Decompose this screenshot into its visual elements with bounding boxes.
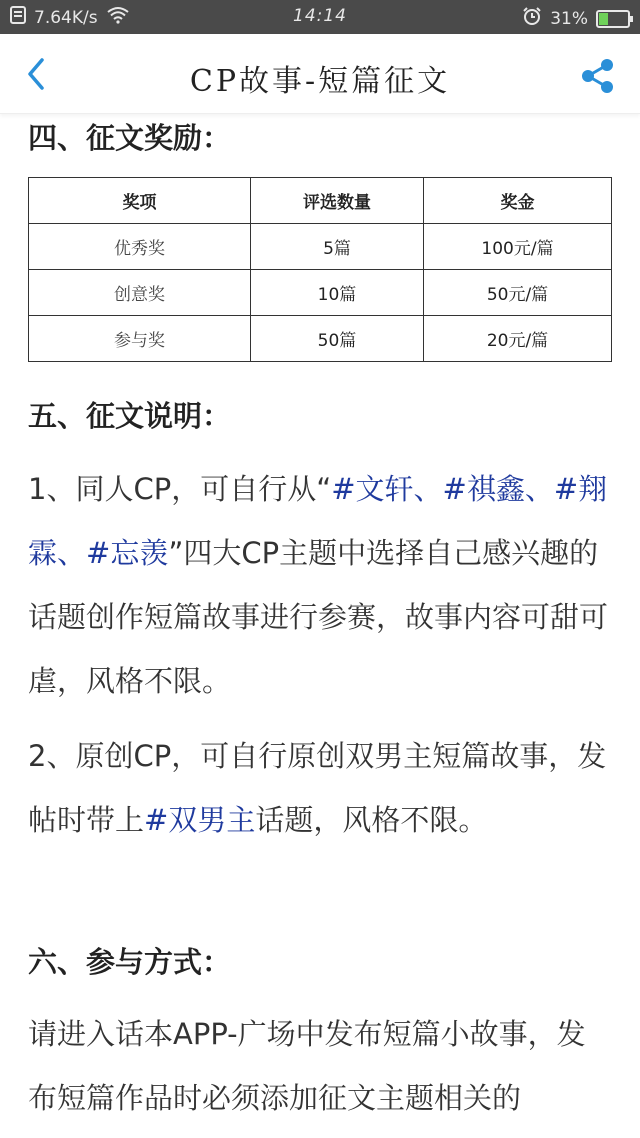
- paragraph-text: ”四大CP主题中选择自己感兴趣的话题创作短篇故事进行参赛，故事内容可甜可虐，风格不限。: [28, 536, 609, 698]
- table-cell: 5篇: [251, 224, 424, 270]
- battery-percent: 31%: [550, 8, 588, 29]
- network-speed: 7.64K/s: [34, 7, 98, 28]
- table-cell: 50元/篇: [424, 270, 612, 316]
- topic-link-wangxian[interactable]: #忘羡: [86, 536, 169, 570]
- table-row: [29, 270, 612, 316]
- table-cell: 优秀奖: [29, 224, 251, 270]
- table-cell: 50篇: [251, 316, 424, 362]
- table-row: [29, 316, 612, 362]
- section-title-rewards: 四、征文奖励：: [28, 121, 232, 155]
- table-header: 奖金: [424, 178, 612, 224]
- topic-link-shuangnanzhu[interactable]: #双男主: [144, 803, 256, 837]
- paragraph-text: 1、同人CP，可自行从“: [28, 472, 332, 506]
- status-right: [522, 6, 630, 31]
- share-button[interactable]: [578, 56, 618, 96]
- nav-bar: [0, 34, 640, 114]
- table-header: 评选数量: [251, 178, 424, 224]
- share-icon: [578, 56, 618, 96]
- table-header: 奖项: [29, 178, 251, 224]
- topic-link-xianglin[interactable]: #翔霖: [28, 472, 608, 570]
- prize-table: [28, 177, 612, 362]
- table-cell: 创意奖: [29, 270, 251, 316]
- section-title-participation: 六、参与方式：: [28, 945, 232, 979]
- paragraph-1: [28, 457, 612, 713]
- paragraph-text: 话题，风格不限。: [255, 803, 488, 837]
- topic-link-qixin[interactable]: #祺鑫: [442, 472, 525, 506]
- table-header-row: [29, 178, 612, 224]
- paragraph-3: 请进入话本APP-广场中发布短篇小故事，发布短篇作品时必须添加征文主题相关的: [28, 1017, 586, 1115]
- table-row: [29, 224, 612, 270]
- alarm-icon: [522, 6, 542, 31]
- table-cell: 20元/篇: [424, 316, 612, 362]
- topic-link-wenxuan[interactable]: #文轩: [331, 472, 414, 506]
- battery-fill: [599, 13, 608, 25]
- page-title: CP故事-短篇征文: [189, 64, 451, 99]
- table-cell: 100元/篇: [424, 224, 612, 270]
- link-separator: 、: [57, 536, 87, 570]
- paragraph-text: 2、原创CP，可自行原创双男主短篇故事，发帖时带上: [28, 739, 607, 837]
- table-cell: 参与奖: [29, 316, 251, 362]
- link-separator: 、: [413, 472, 443, 506]
- battery-icon: [596, 10, 630, 28]
- section-title-description: 五、征文说明：: [28, 399, 232, 433]
- status-bar: [0, 0, 640, 34]
- table-cell: 10篇: [251, 270, 424, 316]
- clock: 14:14: [293, 6, 347, 26]
- link-separator: 、: [524, 472, 554, 506]
- paragraph-2: [28, 724, 612, 852]
